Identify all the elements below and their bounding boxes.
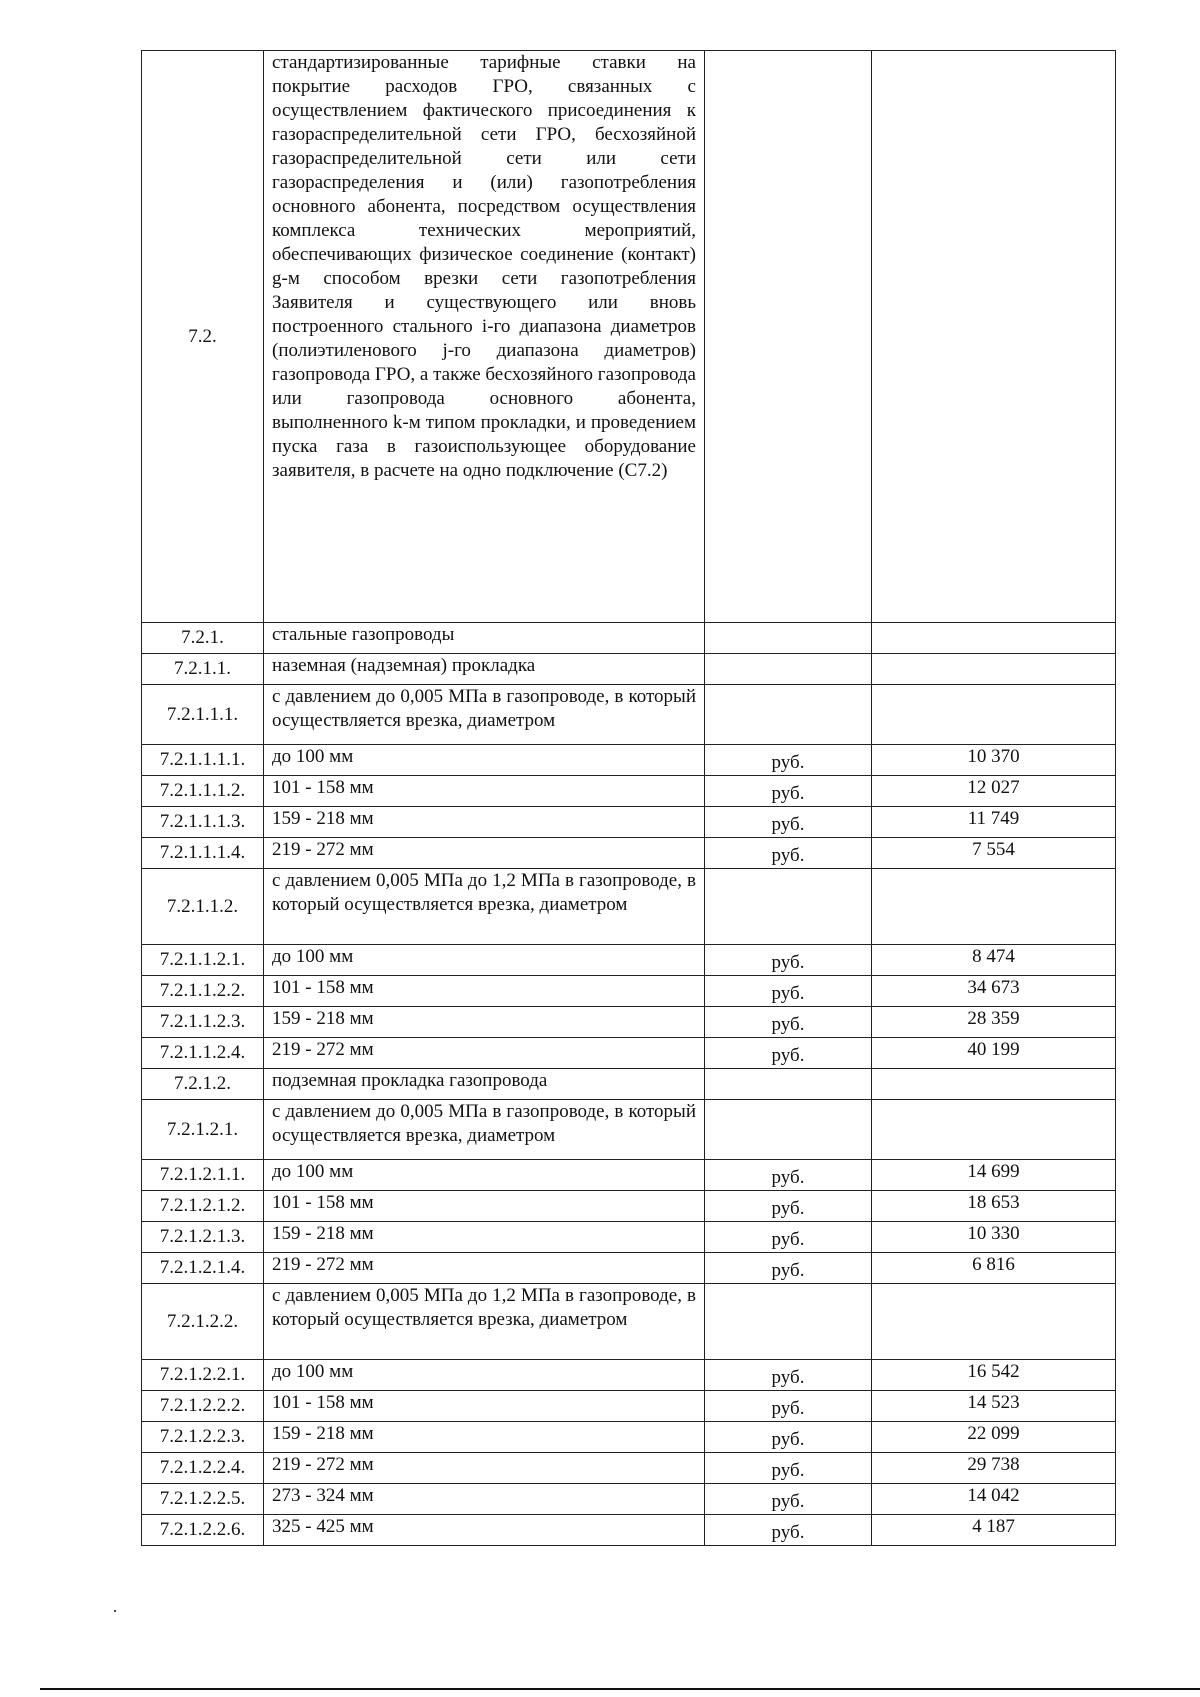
- row-description: до 100 мм: [264, 1360, 705, 1391]
- row-unit: руб.: [705, 1191, 872, 1222]
- table-row: [142, 1515, 1116, 1546]
- row-value: [872, 654, 1116, 685]
- table-row: [142, 869, 1116, 945]
- row-unit: [705, 51, 872, 623]
- row-value: [872, 869, 1116, 945]
- row-value: 4 187: [872, 1515, 1116, 1546]
- table-row: [142, 745, 1116, 776]
- row-unit: руб.: [705, 745, 872, 776]
- row-unit: руб.: [705, 1515, 872, 1546]
- row-value: [872, 1100, 1116, 1160]
- row-unit: руб.: [705, 1360, 872, 1391]
- row-code: 7.2.1.1.2.3.: [142, 1007, 264, 1038]
- table-row: [142, 1160, 1116, 1191]
- row-description: 325 - 425 мм: [264, 1515, 705, 1546]
- row-code: 7.2.1.1.2.4.: [142, 1038, 264, 1069]
- table-row: [142, 1484, 1116, 1515]
- row-code: 7.2.1.2.1.: [142, 1100, 264, 1160]
- row-code: 7.2.1.2.2.6.: [142, 1515, 264, 1546]
- row-unit: руб.: [705, 1484, 872, 1515]
- row-code: 7.2.1.: [142, 623, 264, 654]
- row-code: 7.2.1.2.1.1.: [142, 1160, 264, 1191]
- row-unit: [705, 869, 872, 945]
- row-description: с давлением 0,005 МПа до 1,2 МПа в газопроводе, в который осуществляется врезка, диаметром: [264, 869, 705, 945]
- tariff-table-body: [142, 51, 1116, 1546]
- row-value: 12 027: [872, 776, 1116, 807]
- row-code: 7.2.1.1.1.4.: [142, 838, 264, 869]
- row-code: 7.2.: [142, 51, 264, 623]
- row-description: стандартизированные тарифные ставки на покрытие расходов ГРО, связанных с осуществлением фактического присоединения к газораспределительной сети ГРО, бесхозяйной газораспределительной сети или сети газораспределения и (или) газопотребления основного абонента, посредством осуществления комплекса технических мероприятий, обеспечивающих физическое соединение (контакт) g-м способом врезки сети газопотребления Заявителя и существующего или вновь построенного стального i-го диапазона диаметров (полиэтиленового j-го диапазона диаметров) газопровода ГРО, а также бесхозяйного газопровода или газопровода основного абонента, выполненного k-м типом прокладки, и проведением пуска газа в газоиспользующее оборудование заявителя, в расчете на одно подключение (С7.2): [264, 51, 705, 623]
- row-value: 29 738: [872, 1453, 1116, 1484]
- row-value: 11 749: [872, 807, 1116, 838]
- row-code: 7.2.1.2.2.1.: [142, 1360, 264, 1391]
- row-code: 7.2.1.1.1.1.: [142, 745, 264, 776]
- row-unit: руб.: [705, 1160, 872, 1191]
- row-unit: [705, 1069, 872, 1100]
- row-description: до 100 мм: [264, 945, 705, 976]
- row-description: 159 - 218 мм: [264, 1222, 705, 1253]
- row-code: 7.2.1.2.2.: [142, 1284, 264, 1360]
- row-unit: [705, 685, 872, 745]
- table-row: [142, 1069, 1116, 1100]
- table-row: [142, 807, 1116, 838]
- row-value: 10 330: [872, 1222, 1116, 1253]
- row-description: до 100 мм: [264, 1160, 705, 1191]
- row-description: 273 - 324 мм: [264, 1484, 705, 1515]
- row-code: 7.2.1.2.2.4.: [142, 1453, 264, 1484]
- table-row: [142, 776, 1116, 807]
- row-code: 7.2.1.2.1.4.: [142, 1253, 264, 1284]
- row-value: [872, 1069, 1116, 1100]
- table-row: [142, 1253, 1116, 1284]
- row-description: 159 - 218 мм: [264, 1422, 705, 1453]
- row-description: стальные газопроводы: [264, 623, 705, 654]
- table-row: [142, 838, 1116, 869]
- row-value: 6 816: [872, 1253, 1116, 1284]
- table-row: [142, 1391, 1116, 1422]
- row-description: 219 - 272 мм: [264, 1038, 705, 1069]
- table-row: [142, 945, 1116, 976]
- table-row: [142, 685, 1116, 745]
- table-row: [142, 1222, 1116, 1253]
- row-description: 101 - 158 мм: [264, 1391, 705, 1422]
- row-description: 101 - 158 мм: [264, 776, 705, 807]
- row-description: с давлением до 0,005 МПа в газопроводе, в который осуществляется врезка, диаметром: [264, 685, 705, 745]
- row-code: 7.2.1.2.2.5.: [142, 1484, 264, 1515]
- row-value: [872, 623, 1116, 654]
- table-row: [142, 654, 1116, 685]
- table-row: [142, 1007, 1116, 1038]
- row-unit: руб.: [705, 807, 872, 838]
- row-code: 7.2.1.2.2.3.: [142, 1422, 264, 1453]
- row-unit: руб.: [705, 1253, 872, 1284]
- row-unit: [705, 1100, 872, 1160]
- row-description: с давлением 0,005 МПа до 1,2 МПа в газопроводе, в который осуществляется врезка, диаметром: [264, 1284, 705, 1360]
- row-description: 219 - 272 мм: [264, 1453, 705, 1484]
- row-value: 10 370: [872, 745, 1116, 776]
- row-code: 7.2.1.1.2.1.: [142, 945, 264, 976]
- row-unit: [705, 1284, 872, 1360]
- row-code: 7.2.1.1.1.2.: [142, 776, 264, 807]
- table-row: [142, 1422, 1116, 1453]
- row-description: с давлением до 0,005 МПа в газопроводе, в который осуществляется врезка, диаметром: [264, 1100, 705, 1160]
- row-value: 22 099: [872, 1422, 1116, 1453]
- row-code: 7.2.1.2.2.2.: [142, 1391, 264, 1422]
- row-description: 101 - 158 мм: [264, 976, 705, 1007]
- tariff-table: [141, 50, 1116, 1546]
- row-description: 219 - 272 мм: [264, 838, 705, 869]
- table-row: [142, 1453, 1116, 1484]
- row-unit: руб.: [705, 1222, 872, 1253]
- row-unit: руб.: [705, 776, 872, 807]
- row-value: 16 542: [872, 1360, 1116, 1391]
- row-unit: руб.: [705, 1422, 872, 1453]
- row-code: 7.2.1.1.2.2.: [142, 976, 264, 1007]
- table-row: [142, 976, 1116, 1007]
- scan-speck: [114, 1610, 116, 1612]
- row-description: наземная (надземная) прокладка: [264, 654, 705, 685]
- row-value: 18 653: [872, 1191, 1116, 1222]
- row-code: 7.2.1.1.: [142, 654, 264, 685]
- row-unit: [705, 654, 872, 685]
- row-unit: руб.: [705, 1007, 872, 1038]
- row-description: 159 - 218 мм: [264, 807, 705, 838]
- table-row: [142, 1360, 1116, 1391]
- page-bottom-rule: [40, 1688, 1200, 1690]
- row-value: 14 523: [872, 1391, 1116, 1422]
- row-value: 34 673: [872, 976, 1116, 1007]
- row-code: 7.2.1.2.1.2.: [142, 1191, 264, 1222]
- row-unit: руб.: [705, 976, 872, 1007]
- row-unit: руб.: [705, 945, 872, 976]
- row-unit: [705, 623, 872, 654]
- row-value: [872, 1284, 1116, 1360]
- row-description: до 100 мм: [264, 745, 705, 776]
- row-value: 8 474: [872, 945, 1116, 976]
- row-description: подземная прокладка газопровода: [264, 1069, 705, 1100]
- row-code: 7.2.1.1.1.3.: [142, 807, 264, 838]
- table-row: [142, 623, 1116, 654]
- table-row: [142, 1100, 1116, 1160]
- table-row: [142, 1191, 1116, 1222]
- row-code: 7.2.1.2.: [142, 1069, 264, 1100]
- row-value: 14 699: [872, 1160, 1116, 1191]
- row-code: 7.2.1.1.2.: [142, 869, 264, 945]
- row-unit: руб.: [705, 1038, 872, 1069]
- table-row: [142, 1038, 1116, 1069]
- row-value: [872, 51, 1116, 623]
- row-description: 219 - 272 мм: [264, 1253, 705, 1284]
- row-description: 159 - 218 мм: [264, 1007, 705, 1038]
- row-value: 40 199: [872, 1038, 1116, 1069]
- row-code: 7.2.1.2.1.3.: [142, 1222, 264, 1253]
- row-value: 14 042: [872, 1484, 1116, 1515]
- table-row: [142, 51, 1116, 623]
- row-unit: руб.: [705, 1453, 872, 1484]
- row-unit: руб.: [705, 838, 872, 869]
- row-value: 28 359: [872, 1007, 1116, 1038]
- row-code: 7.2.1.1.1.: [142, 685, 264, 745]
- row-value: 7 554: [872, 838, 1116, 869]
- table-row: [142, 1284, 1116, 1360]
- row-unit: руб.: [705, 1391, 872, 1422]
- row-description: 101 - 158 мм: [264, 1191, 705, 1222]
- row-value: [872, 685, 1116, 745]
